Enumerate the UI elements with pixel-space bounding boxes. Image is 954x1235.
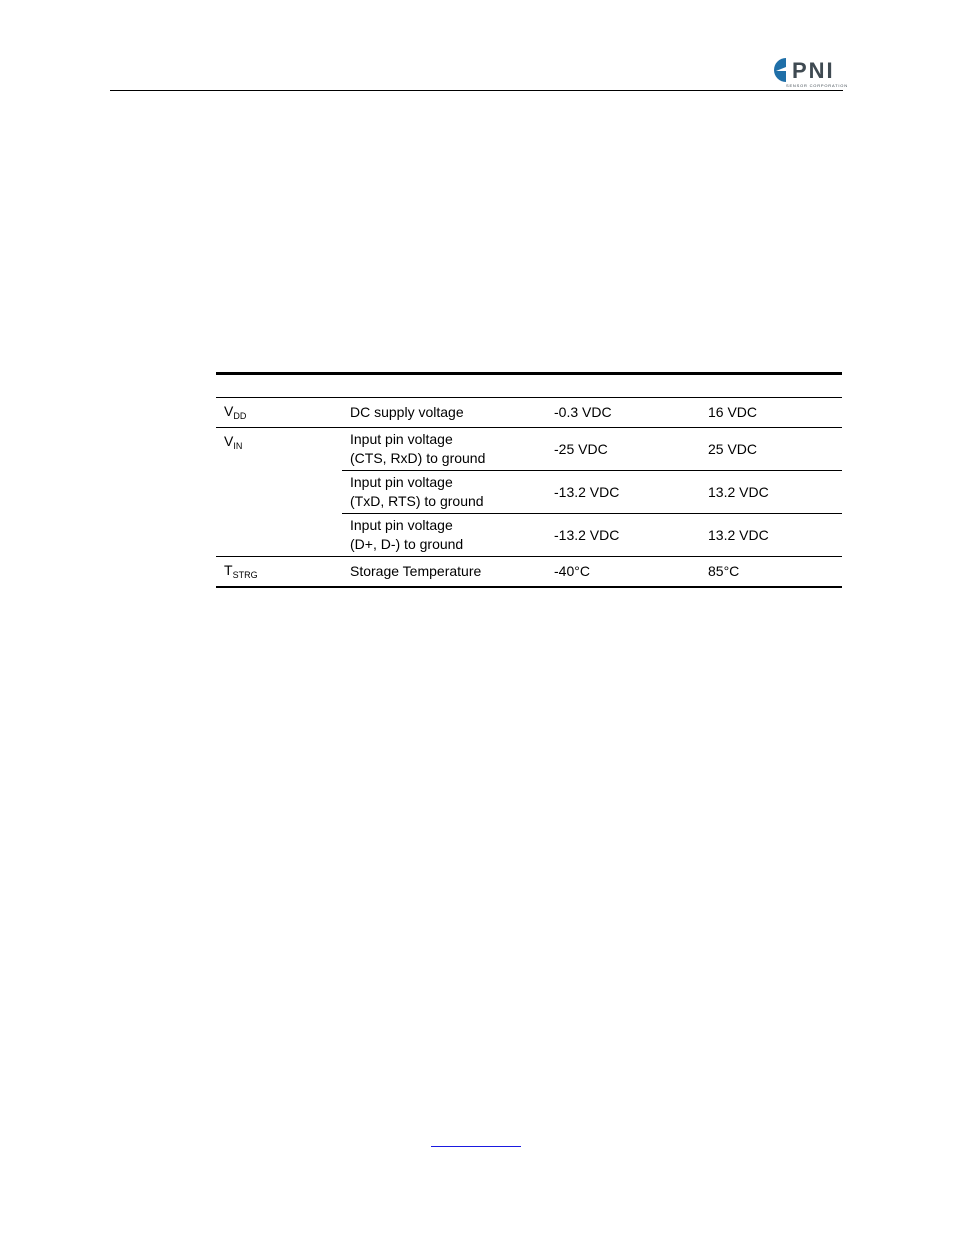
max-cell: 13.2 VDC <box>700 514 842 557</box>
min-cell: -13.2 VDC <box>546 514 700 557</box>
parameter-cell: Storage Temperature <box>342 557 546 588</box>
table-row <box>216 557 842 588</box>
parameter-cell: DC supply voltage <box>350 404 464 420</box>
max-cell: 13.2 VDC <box>700 471 842 514</box>
table-row <box>216 428 842 471</box>
pni-logo-icon <box>770 55 794 85</box>
pni-logo <box>770 55 848 91</box>
min-cell: -13.2 VDC <box>546 471 700 514</box>
min-cell: -25 VDC <box>546 428 700 471</box>
parameter-cell: Input pin voltage (TxD, RTS) to ground <box>342 471 546 514</box>
parameter-cell: Input pin voltage (D+, D-) to ground <box>342 514 546 557</box>
footer-link[interactable] <box>431 1146 521 1147</box>
min-cell: -0.3 VDC <box>554 404 612 420</box>
symbol-cell: $T_{STRG}$ <box>216 557 342 588</box>
max-cell: 16 VDC <box>708 404 758 420</box>
logo-wordmark: PNI <box>792 58 835 83</box>
table-header-row <box>216 374 842 398</box>
max-cell: 85°C <box>700 557 842 588</box>
max-cell: 25 VDC <box>700 428 842 471</box>
min-cell: -40°C <box>546 557 700 588</box>
parameter-cell: Input pin voltage (CTS, RxD) to ground <box>342 428 546 471</box>
logo-subtext: SENSOR CORPORATION <box>786 83 848 88</box>
symbol-cell: $V_{DD}$ <box>224 403 247 421</box>
table-row <box>216 398 842 428</box>
absolute-maximum-ratings-table <box>216 372 842 588</box>
symbol-cell: $V_{IN}$ <box>216 428 342 557</box>
header-rule <box>110 90 843 91</box>
